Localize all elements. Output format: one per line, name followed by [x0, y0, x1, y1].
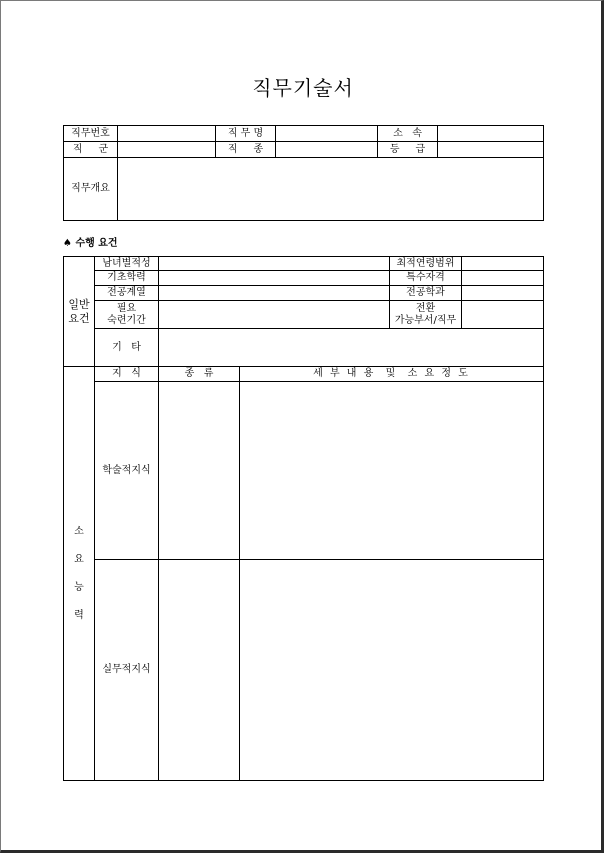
practical-kind-value[interactable] — [159, 560, 240, 781]
job-group-label: 직 군 — [64, 142, 118, 158]
ability-char-3: 능 — [74, 581, 84, 593]
major-department-label: 전공학과 — [390, 286, 462, 301]
ability-char-1: 소 — [74, 525, 84, 537]
job-number-label: 직무번호 — [64, 126, 118, 142]
affiliation-value[interactable] — [438, 126, 544, 142]
job-type-value[interactable] — [276, 142, 378, 158]
practical-knowledge-label: 실무적지식 — [95, 560, 159, 781]
academic-kind-value[interactable] — [159, 382, 240, 560]
requirements-table — [63, 256, 544, 367]
academic-knowledge-label: 학술적지식 — [95, 382, 159, 560]
required-training-label: 필요 숙련기간 — [95, 301, 159, 329]
job-name-value[interactable] — [276, 126, 378, 142]
special-qualification-label: 특수자격 — [390, 271, 462, 286]
kind-header: 종 류 — [159, 367, 240, 382]
detail-header: 세 부 내 용 및 소 요 정 도 — [240, 367, 544, 382]
job-summary-label: 직무개요 — [64, 158, 118, 221]
ability-table — [63, 366, 544, 781]
other-value[interactable] — [159, 329, 544, 367]
major-department-value[interactable] — [462, 286, 544, 301]
basic-education-value[interactable] — [159, 271, 390, 286]
gender-aptitude-label: 남녀별적성 — [95, 257, 159, 271]
affiliation-label: 소 속 — [378, 126, 438, 142]
basic-education-label: 기초학력 — [95, 271, 159, 286]
job-number-value[interactable] — [118, 126, 216, 142]
section-title: 수행 요건 — [75, 238, 118, 249]
required-ability-label — [64, 367, 95, 781]
section-heading — [63, 234, 118, 249]
other-label: 기 타 — [95, 329, 159, 367]
job-info-table — [63, 125, 544, 221]
transferable-dept-label: 전환 가능부서/직무 — [390, 301, 462, 329]
grade-label: 등 급 — [378, 142, 438, 158]
academic-detail-value[interactable] — [240, 382, 544, 560]
grade-value[interactable] — [438, 142, 544, 158]
general-requirements-label: 일반 요건 — [64, 257, 95, 367]
knowledge-header: 지 식 — [95, 367, 159, 382]
gender-aptitude-value[interactable] — [159, 257, 390, 271]
spade-icon: ♠ — [63, 238, 72, 249]
optimal-age-label: 최적연령범위 — [390, 257, 462, 271]
required-training-value[interactable] — [159, 301, 390, 329]
optimal-age-value[interactable] — [462, 257, 544, 271]
major-field-value[interactable] — [159, 286, 390, 301]
job-group-value[interactable] — [118, 142, 216, 158]
ability-char-2: 요 — [74, 553, 84, 565]
job-type-label: 직 종 — [216, 142, 276, 158]
document-title: 직무기술서 — [252, 76, 354, 100]
major-field-label: 전공계열 — [95, 286, 159, 301]
ability-char-4: 력 — [74, 609, 84, 621]
job-name-label: 직 무 명 — [216, 126, 276, 142]
special-qualification-value[interactable] — [462, 271, 544, 286]
transferable-dept-value[interactable] — [462, 301, 544, 329]
practical-detail-value[interactable] — [240, 560, 544, 781]
job-summary-value[interactable] — [118, 158, 544, 221]
